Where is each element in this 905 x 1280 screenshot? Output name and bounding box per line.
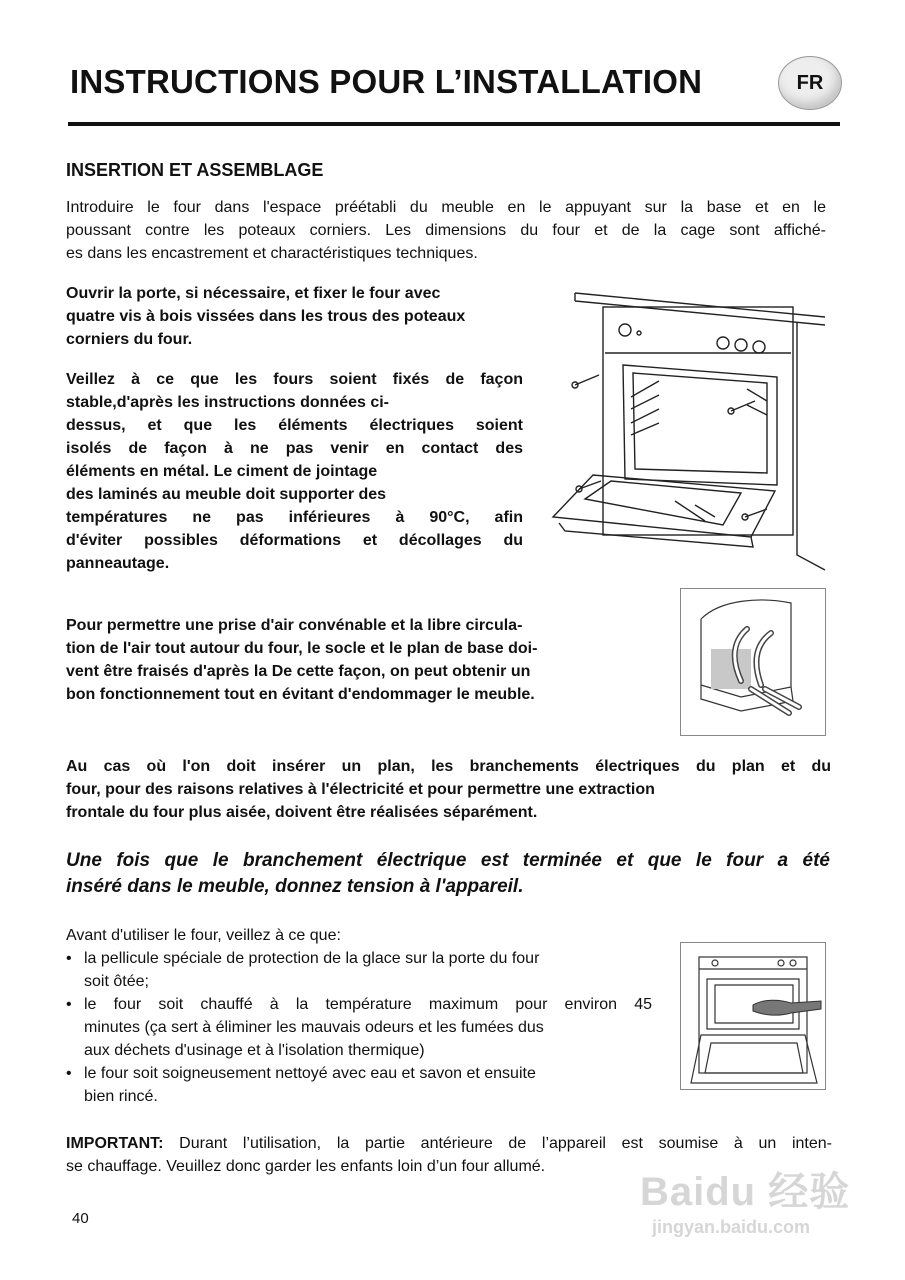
fixing-line: températures ne pas inférieures à 90°C, afin bbox=[66, 509, 523, 526]
fixing-line: Veillez à ce que les fours soient fixés de façon bbox=[66, 371, 523, 388]
intro-line: es dans les encastrement et charactéristiques techniques. bbox=[66, 245, 478, 262]
note-line: Une fois que le branchement électrique est terminée et que le four a été bbox=[66, 850, 830, 871]
before-use-section bbox=[66, 924, 652, 1108]
fixing-line: des laminés au meuble doit supporter des bbox=[66, 486, 387, 503]
fixing-line: isolés de façon à ne pas venir en contact des bbox=[66, 440, 523, 457]
intro-paragraph bbox=[66, 196, 826, 265]
header-rule bbox=[68, 122, 840, 126]
intro-line: poussant contre les poteaux corniers. Les dimensions du four et de la cage sont affiché- bbox=[66, 222, 826, 239]
air-line: tion de l'air tout autour du four, le socle et le plan de base doi- bbox=[66, 640, 538, 657]
screws-line: corniers du four. bbox=[66, 331, 193, 348]
plan-line: Au cas où l'on doit insérer un plan, les branchements électriques du plan et du bbox=[66, 758, 831, 775]
fixing-line: dessus, et que les éléments électriques soient bbox=[66, 417, 523, 434]
air-line: vent être fraisés d'après la De cette façon, on peut obtenir un bbox=[66, 663, 531, 680]
intro-line: Introduire le four dans l'espace préétabli du meuble en le appuyant sur la base et en le bbox=[66, 199, 826, 216]
screws-line: quatre vis à bois vissées dans les trous des poteaux bbox=[66, 308, 466, 325]
list-item bbox=[66, 993, 652, 1062]
note-line: inséré dans le meuble, donnez tension à l'appareil. bbox=[66, 876, 524, 897]
before-use-intro: Avant d'utiliser le four, veillez à ce que: bbox=[66, 927, 341, 944]
screws-paragraph bbox=[66, 282, 548, 351]
air-line: Pour permettre une prise d'air convénable et la libre circula- bbox=[66, 617, 523, 634]
oven-installation-illustration bbox=[545, 285, 835, 575]
fixing-line: stable,d'après les instructions données ci- bbox=[66, 394, 390, 411]
list-item-line: minutes (ça sert à éliminer les mauvais odeurs et les fumées dus bbox=[84, 1019, 544, 1036]
air-circulation-illustration bbox=[680, 588, 826, 736]
important-line bbox=[66, 1132, 832, 1155]
screws-line: Ouvrir la porte, si nécessaire, et fixer le four avec bbox=[66, 285, 441, 302]
air-line: bon fonctionnement tout en évitant d'endommager le meuble. bbox=[66, 686, 535, 703]
list-item-line: • la pellicule spéciale de protection de la glace sur la porte du four bbox=[84, 950, 540, 967]
before-use-list bbox=[66, 947, 652, 1108]
important-line: se chauffage. Veuillez donc garder les enfants loin d’un four allumé. bbox=[66, 1158, 546, 1175]
plan-line: four, pour des raisons relatives à l'électricité et pour permettre une extraction bbox=[66, 781, 655, 798]
language-badge bbox=[778, 56, 842, 110]
fixing-line: d'éviter possibles déformations et décollages du bbox=[66, 532, 523, 549]
list-item bbox=[66, 947, 652, 993]
fixing-paragraph bbox=[66, 368, 523, 575]
list-item-line: soit ôtée; bbox=[84, 973, 149, 990]
watermark bbox=[640, 1160, 870, 1240]
watermark-logo: Baidu 经验 bbox=[640, 1170, 851, 1214]
list-item-line: bien rincé. bbox=[84, 1088, 158, 1105]
important-text: Durant l’utilisation, la partie antérieure de l’appareil est soumise à un inten- bbox=[163, 1135, 832, 1152]
watermark-url: jingyan.baidu.com bbox=[652, 1217, 811, 1237]
important-label: IMPORTANT: bbox=[66, 1135, 164, 1152]
list-item-line: aux déchets d'usinage et à l'isolation thermique) bbox=[84, 1042, 425, 1059]
plan-line: frontale du four plus aisée, doivent être réalisées séparément. bbox=[66, 804, 538, 821]
plan-paragraph bbox=[66, 755, 831, 824]
fixing-line: panneautage. bbox=[66, 555, 170, 572]
air-circulation-paragraph bbox=[66, 614, 646, 706]
list-item bbox=[66, 1062, 652, 1108]
language-badge-label: FR bbox=[796, 71, 824, 94]
fixing-line: éléments en métal. Le ciment de jointage bbox=[66, 463, 378, 480]
list-item-line: • le four soit soigneusement nettoyé avec eau et savon et ensuite bbox=[84, 1065, 536, 1082]
section-title: INSERTION ET ASSEMBLAGE bbox=[66, 160, 324, 180]
list-item-line: • le four soit chauffé à la température maximum pour environ 45 bbox=[84, 996, 652, 1013]
electrical-connection-note bbox=[66, 848, 830, 900]
page-number: 40 bbox=[72, 1210, 89, 1227]
page-title: INSTRUCTIONS POUR L’INSTALLATION bbox=[70, 63, 703, 100]
oven-cleaning-illustration bbox=[680, 942, 826, 1090]
